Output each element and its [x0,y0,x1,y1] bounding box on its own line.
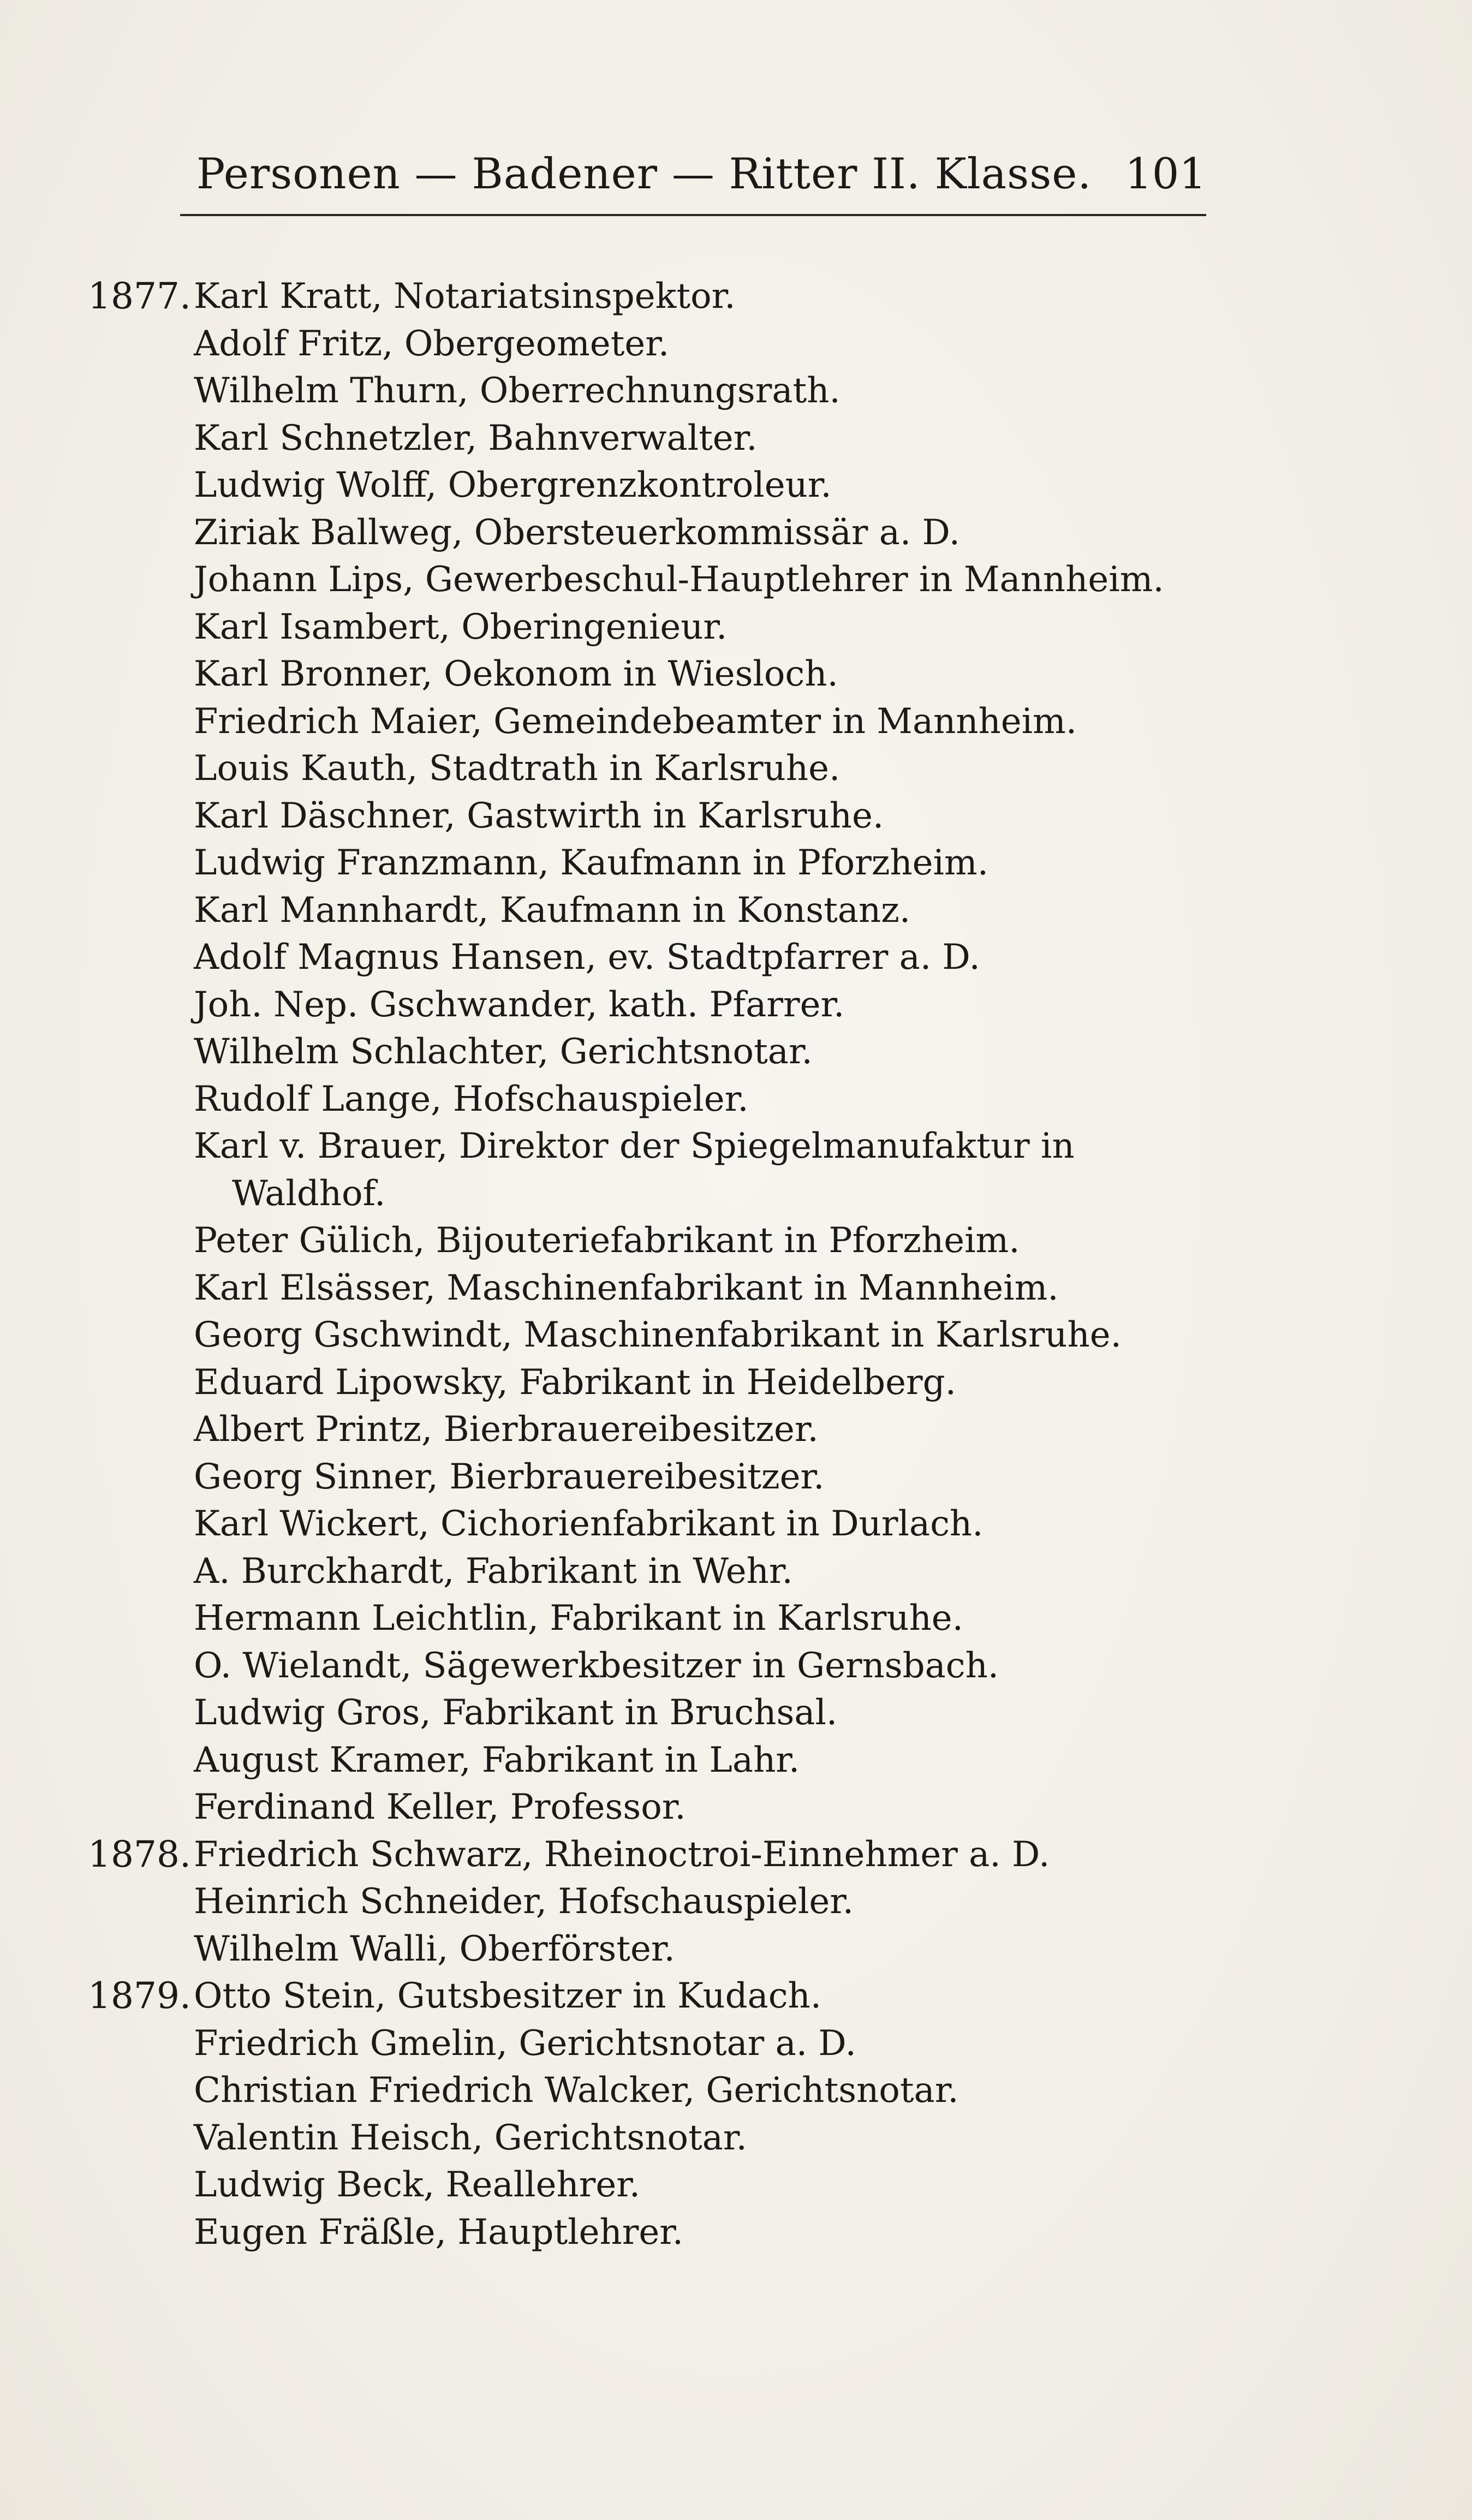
list-item [0,1312,1472,1359]
list-item [0,1642,1472,1690]
entry-text: Karl Kratt, Notariatsinspektor. [194,276,736,317]
entry-text: Joh. Nep. Gschwander, kath. Pfarrer. [194,984,845,1025]
entry-text-line: Karl v. Brauer, Direktor der Spiegelmanufaktur in [194,1126,1075,1166]
list-item [0,1973,1472,2020]
list-item [0,651,1472,698]
list-item [0,320,1472,368]
entry-year: 1879. [88,1975,191,2017]
entry-text: Karl Schnetzler, Bahnverwalter. [194,418,758,458]
list-item [0,1831,1472,1879]
entry-text: Albert Printz, Bierbrauereibesitzer. [194,1409,819,1450]
list-item [0,462,1472,509]
list-item [0,604,1472,651]
entry-text: August Kramer, Fabrikant in Lahr. [194,1739,800,1780]
list-item [0,509,1472,557]
entry-text: Karl Bronner, Oekonom in Wiesloch. [194,654,838,694]
list-item [0,367,1472,415]
list-item [0,981,1472,1029]
list-item [0,839,1472,887]
list-item [0,934,1472,981]
list-item [0,1217,1472,1265]
list-item [0,1265,1472,1312]
entry-text: Ludwig Gros, Fabrikant in Bruchsal. [194,1693,838,1733]
entry-text: Karl Isambert, Oberingenieur. [194,606,728,647]
entry-text: Friedrich Gmelin, Gerichtsnotar a. D. [194,2023,856,2064]
entry-text: Wilhelm Walli, Oberförster. [194,1928,675,1969]
entry-text: Karl Elsässer, Maschinenfabrikant in Mannheim. [194,1267,1059,1308]
entry-text: Karl Wickert, Cichorienfabrikant in Durlach. [194,1504,984,1544]
entry-text: Ludwig Franzmann, Kaufmann in Pforzheim. [194,843,989,883]
list-item [0,1595,1472,1642]
entry-text: Friedrich Maier, Gemeindebeamter in Mannheim. [194,701,1077,742]
list-item [0,1784,1472,1831]
list-item [0,793,1472,840]
entry-text: Adolf Fritz, Obergeometer. [194,323,670,364]
list-item [0,1548,1472,1595]
page-number: 101 [1125,150,1206,199]
entry-text: Ludwig Beck, Reallehrer. [194,2165,641,2205]
entry-text: Ziriak Ballweg, Obersteuerkommissär a. D. [194,512,960,553]
list-item [0,745,1472,793]
entry-text: Valentin Heisch, Gerichtsnotar. [194,2117,747,2158]
entry-year: 1878. [88,1833,191,1875]
entry-text [194,1123,1209,1217]
entry-text: Otto Stein, Gutsbesitzer in Kudach. [194,1976,822,2016]
list-item [0,887,1472,934]
list-item [0,1359,1472,1407]
list-item [0,2020,1472,2068]
list-item [0,1926,1472,1973]
entry-text: Ludwig Wolff, Obergrenzkontroleur. [194,465,832,505]
entry-text: Eugen Fräßle, Hauptlehrer. [194,2212,684,2253]
list-item [0,1689,1472,1737]
list-item [0,1453,1472,1501]
entry-text: Karl Däschner, Gastwirth in Karlsruhe. [194,795,884,836]
entry-text: Adolf Magnus Hansen, ev. Stadtpfarrer a. D. [194,937,980,978]
entry-text: Karl Mannhardt, Kaufmann in Konstanz. [194,890,911,931]
entry-text: Christian Friedrich Walcker, Gerichtsnotar. [194,2070,959,2111]
list-item [0,2161,1472,2209]
entry-year: 1877. [88,275,191,317]
entry-text: Heinrich Schneider, Hofschauspieler. [194,1881,854,1922]
list-item [0,698,1472,746]
list-item [0,415,1472,462]
entry-text: Wilhelm Schlachter, Gerichtsnotar. [194,1032,813,1072]
entry-text: Friedrich Schwarz, Rheinoctroi-Einnehmer a. D. [194,1834,1050,1875]
entry-text: Rudolf Lange, Hofschauspieler. [194,1079,749,1119]
running-header [180,146,1206,212]
list-item [0,1500,1472,1548]
entry-text: Eduard Lipowsky, Fabrikant in Heidelberg. [194,1362,956,1403]
entry-text: Georg Sinner, Bierbrauereibesitzer. [194,1456,825,1497]
header-title: Personen — Badener — Ritter II. Klasse. [196,150,1092,199]
list-item [0,1123,1472,1217]
list-item [0,1076,1472,1123]
list-item [0,1878,1472,1926]
list-item [0,1406,1472,1453]
entry-text: O. Wielandt, Sägewerkbesitzer in Gernsbach. [194,1645,999,1686]
entry-text: Louis Kauth, Stadtrath in Karlsruhe. [194,748,841,789]
list-item [0,1737,1472,1784]
entry-text: Georg Gschwindt, Maschinenfabrikant in Karlsruhe. [194,1315,1122,1355]
list-item [0,273,1472,320]
entry-text-continuation: Waldhof. [232,1173,386,1214]
entry-text: Ferdinand Keller, Professor. [194,1787,686,1827]
entry-text: Wilhelm Thurn, Oberrechnungsrath. [194,371,841,411]
entry-text: Johann Lips, Gewerbeschul-Hauptlehrer in Mannheim. [194,559,1164,600]
list-item [0,2067,1472,2114]
entry-text: Peter Gülich, Bijouteriefabrikant in Pforzheim. [194,1220,1020,1261]
list-item [0,2209,1472,2256]
entries-list [0,273,1472,2256]
list-item [0,1028,1472,1076]
entry-text: A. Burckhardt, Fabrikant in Wehr. [194,1551,793,1592]
list-item [0,2114,1472,2162]
list-item [0,556,1472,604]
entry-text: Hermann Leichtlin, Fabrikant in Karlsruhe. [194,1598,963,1639]
header-rule [180,214,1206,216]
